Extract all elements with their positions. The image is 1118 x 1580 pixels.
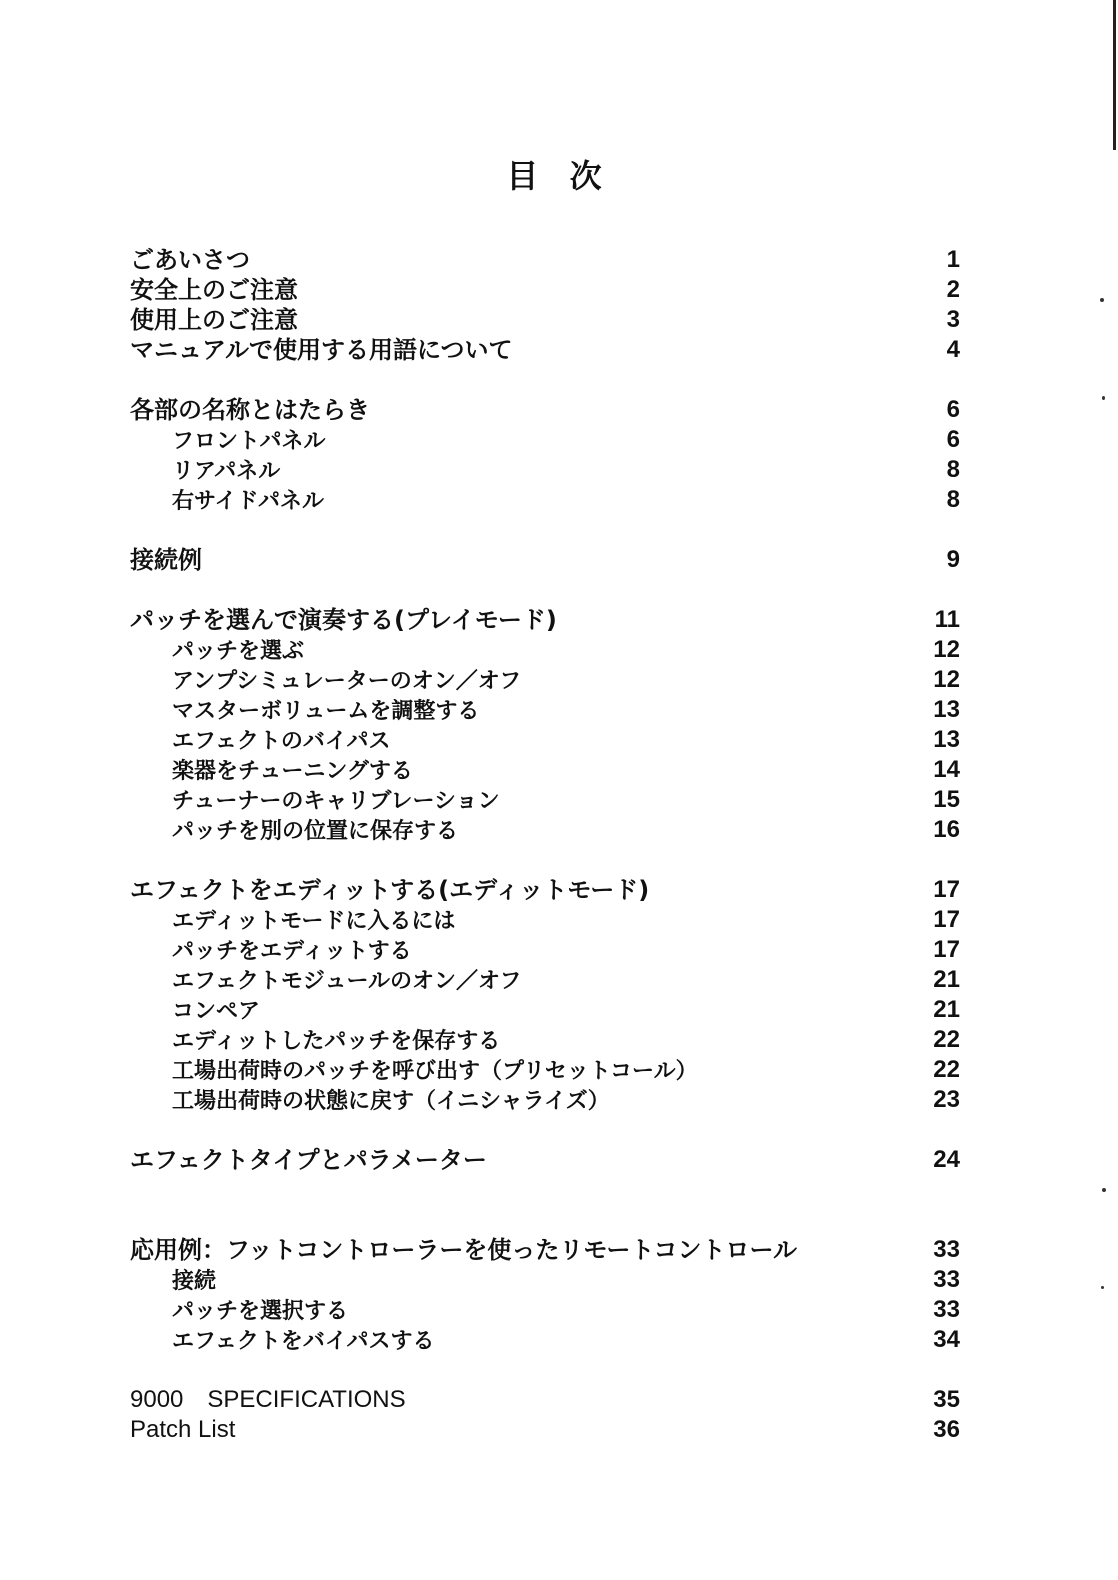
toc-entry-label: エフェクトをバイパスする — [172, 1329, 435, 1354]
toc-subentry[interactable] — [130, 965, 960, 995]
toc-entry-label: エフェクトタイプとパラメーター — [130, 1146, 487, 1174]
toc-subentry[interactable] — [130, 695, 960, 725]
toc-entry-label: 応用例：フットコントローラーを使ったリモートコントロール — [130, 1236, 797, 1264]
section-spacer — [130, 575, 960, 605]
toc-subentry[interactable] — [130, 665, 960, 695]
toc-entry-label: 接続 — [172, 1269, 217, 1294]
toc-subentry[interactable] — [130, 1085, 960, 1115]
toc-entry-page: 1 — [946, 246, 960, 273]
toc-entry-page: 17 — [933, 876, 960, 903]
toc-entry-label: リアパネル — [172, 459, 281, 484]
toc-entry-label: 工場出荷時のパッチを呼び出す（プリセットコール） — [172, 1059, 698, 1084]
toc-entry[interactable] — [130, 1235, 960, 1265]
toc-entry-page: 22 — [933, 1056, 960, 1083]
toc-entry-page: 9 — [946, 546, 960, 573]
toc-entry-page: 33 — [933, 1236, 960, 1263]
section-spacer — [130, 515, 960, 545]
toc-subentry[interactable] — [130, 815, 960, 845]
toc-subentry[interactable] — [130, 755, 960, 785]
toc-entry-label: チューナーのキャリブレーション — [172, 789, 500, 814]
toc-subentry[interactable] — [130, 425, 960, 455]
toc-entry-page: 17 — [933, 906, 960, 933]
toc-entry-page: 12 — [933, 666, 960, 693]
toc-entry-label: 安全上のご注意 — [130, 276, 298, 304]
toc-entry-page: 35 — [933, 1386, 960, 1413]
toc-entry-page: 3 — [946, 306, 960, 333]
toc-entry-label: 各部の名称とはたらき — [130, 396, 370, 424]
toc-entry[interactable] — [130, 605, 960, 635]
toc-entry[interactable] — [130, 1145, 960, 1175]
toc-entry-label: コンペア — [172, 999, 261, 1024]
toc-entry[interactable] — [130, 275, 960, 305]
toc-entry-label: 9000 SPECIFICATIONS — [130, 1386, 406, 1413]
scan-speck — [1102, 1188, 1106, 1192]
toc-subentry[interactable] — [130, 995, 960, 1025]
scan-speck — [1101, 1286, 1104, 1289]
toc-entry[interactable] — [130, 1385, 960, 1415]
toc-entry-label: 接続例 — [130, 546, 202, 574]
toc-entry[interactable] — [130, 305, 960, 335]
scan-speck — [1102, 396, 1105, 400]
toc-entry[interactable] — [130, 1415, 960, 1445]
toc-entry-page: 4 — [946, 336, 960, 363]
toc-entry-page: 21 — [933, 996, 960, 1023]
toc-entry-label: パッチを選択する — [172, 1299, 349, 1324]
page-title: 目 次 — [506, 157, 612, 195]
toc-entry-page: 11 — [934, 606, 960, 633]
toc-entry-label: エフェクトをエディットする(エディットモード) — [130, 876, 650, 904]
toc-entry-label: マニュアルで使用する用語について — [130, 336, 513, 364]
toc-entry-label: 工場出荷時の状態に戻す（イニシャライズ） — [172, 1089, 610, 1114]
toc-entry-page: 21 — [933, 966, 960, 993]
section-spacer — [130, 1175, 960, 1235]
toc-subentry[interactable] — [130, 1055, 960, 1085]
toc-entry-page: 33 — [933, 1296, 960, 1323]
scan-edge — [1113, 0, 1116, 150]
toc-subentry[interactable] — [130, 905, 960, 935]
toc-entry-label: パッチを別の位置に保存する — [172, 819, 459, 844]
toc-subentry[interactable] — [130, 1025, 960, 1055]
section-spacer — [130, 1355, 960, 1385]
toc-entry-label: フロントパネル — [172, 429, 326, 454]
toc-subentry[interactable] — [130, 785, 960, 815]
toc-subentry[interactable] — [130, 1295, 960, 1325]
toc-subentry[interactable] — [130, 1265, 960, 1295]
toc-entry-page: 34 — [933, 1326, 960, 1353]
toc-entry-page: 13 — [933, 726, 960, 753]
section-spacer — [130, 845, 960, 875]
toc-entry-page: 6 — [946, 426, 960, 453]
toc-entry-label: エフェクトモジュールのオン／オフ — [172, 969, 522, 994]
toc-entry-label: 右サイドパネル — [172, 489, 325, 514]
toc-entry-page: 8 — [946, 486, 960, 513]
toc-entry-label: マスターボリュームを調整する — [172, 699, 480, 724]
toc-entry-page: 12 — [933, 636, 960, 663]
toc-subentry[interactable] — [130, 935, 960, 965]
toc-entry-label: パッチを選んで演奏する(プレイモード) — [130, 606, 557, 634]
toc-entry-page: 8 — [946, 456, 960, 483]
toc-entry-page: 6 — [946, 396, 960, 423]
toc-entry-label: エディットモードに入るには — [172, 909, 456, 934]
toc-entry-label: エフェクトのバイパス — [172, 729, 391, 754]
toc-entry-label: ごあいさつ — [130, 246, 250, 274]
toc-entry-page: 13 — [933, 696, 960, 723]
toc-entry-label: 楽器をチューニングする — [172, 759, 413, 784]
toc-entry-page: 24 — [933, 1146, 960, 1173]
toc-entry-page: 17 — [933, 936, 960, 963]
section-spacer — [130, 1115, 960, 1145]
table-of-contents — [130, 245, 960, 1445]
toc-entry-label: 使用上のご注意 — [130, 306, 298, 334]
toc-entry[interactable] — [130, 395, 960, 425]
toc-entry-page: 15 — [933, 786, 960, 813]
toc-entry-page: 16 — [933, 816, 960, 843]
scan-speck — [1100, 298, 1104, 302]
toc-entry[interactable] — [130, 545, 960, 575]
toc-entry-label: Patch List — [130, 1416, 236, 1443]
toc-entry-label: パッチを選ぶ — [172, 639, 305, 664]
toc-subentry[interactable] — [130, 455, 960, 485]
section-spacer — [130, 365, 960, 395]
toc-entry-label: パッチをエディットする — [172, 939, 412, 964]
toc-entry-page: 33 — [933, 1266, 960, 1293]
toc-entry-page: 36 — [933, 1416, 960, 1443]
toc-subentry[interactable] — [130, 485, 960, 515]
toc-entry[interactable] — [130, 245, 960, 275]
toc-entry-page: 2 — [946, 276, 960, 303]
toc-subentry[interactable] — [130, 1325, 960, 1355]
toc-subentry[interactable] — [130, 635, 960, 665]
toc-entry-label: エディットしたパッチを保存する — [172, 1029, 501, 1054]
toc-entry[interactable] — [130, 875, 960, 905]
toc-entry-label: アンプシミュレーターのオン／オフ — [172, 669, 522, 694]
toc-subentry[interactable] — [130, 725, 960, 755]
toc-entry-page: 14 — [933, 756, 960, 783]
toc-entry-page: 23 — [933, 1086, 960, 1113]
toc-entry[interactable] — [130, 335, 960, 365]
toc-entry-page: 22 — [933, 1026, 960, 1053]
